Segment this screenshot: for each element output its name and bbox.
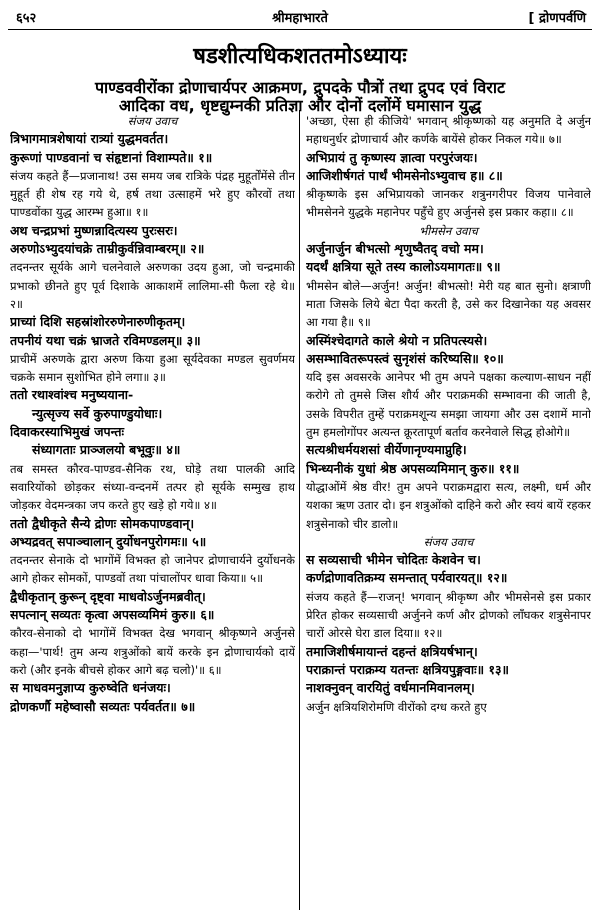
verse-line: अस्मिंश्चेदागते काले श्रेयो न प्रतिपत्स्यसे। — [306, 332, 488, 348]
verse-line: अथ चन्द्रप्रभां मुष्णन्नादित्यस्य पुरःसरः। — [10, 222, 178, 238]
speaker-heading: भीमसेन उवाच — [419, 223, 478, 238]
page-number: ६५२ — [16, 11, 37, 26]
verse-line: अभ्यद्रवत् सपाञ्चालान् दुर्योधनपुरोगमः॥ ५॥ — [10, 533, 207, 549]
translation-paragraph: अर्जुन क्षत्रियशिरोमणि वीरोंको दग्ध करते हुए — [306, 699, 487, 714]
chapter-title: षडशीत्यधिकशततमोऽध्यायः — [193, 44, 407, 69]
verse-line: यदर्थं क्षत्रिया सूते तस्य कालोऽयमागतः॥ ९॥ — [306, 259, 501, 275]
translation-paragraph: श्रीकृष्णके इस अभिप्रायको जानकर शत्रुनगरीपर विजय पानेवाले भीमसेनने युद्धके महानेपर पहुँचे हुए अर्जुनसे इस प्रकार कहा॥ ८॥ — [306, 187, 591, 220]
translation-paragraph: योद्धाओंमें श्रेष्ठ वीर! तुम अपने पराक्रमद्वारा सत्य, लक्ष्मी, धर्म और यशका ऋण उतार दो। इन शत्रुओंको दाहिने करो और स्वयं बायें रहकर शत्रुसेनाको चीर डालो॥ — [306, 479, 591, 531]
translation-paragraph: तब समस्त कौरव-पाण्डव-सैनिक रथ, घोड़े तथा पालकी आदि सवारियोंको छोड़कर संध्या-वन्दनमें तत्पर हो सूर्यके सम्मुख हाथ जोड़कर वेदमन्त्रका जप करते हुए खड़े हो गये॥ ४॥ — [10, 461, 295, 513]
chapter-summary-line-2: आदिका वध, धृष्टद्युम्नकी प्रतिज्ञा और दोनों दलोंमें घमासान युद्ध — [118, 96, 482, 115]
translation-paragraph: कौरव-सेनाको दो भागोंमें विभक्त देख भगवान् श्रीकृष्णने अर्जुनसे कहा—'पार्थ! तुम अन्य शत्रुओंको बायें करके इन द्रोणाचार्यको दायें करो (और इनके बीचसे होकर आगे बढ़ चलो)'॥ ६॥ — [10, 626, 295, 677]
translation-paragraph: तदनन्तर सेनाके दो भागोंमें विभक्त हो जानेपर द्रोणाचार्यने दुर्योधनके आगे होकर सोमकों, पाण्डवों तथा पांचालोंपर धावा किया॥ ५॥ — [10, 553, 295, 586]
verse-line: आजिशीर्षगतं पार्थं भीमसेनोऽभ्युवाच ह॥ ८॥ — [306, 167, 503, 183]
verse-line: ततो द्वैधीकृते सैन्ये द्रोणः सोमकपाण्डवान्। — [10, 515, 195, 531]
verse-line: संध्यागताः प्राञ्जलयो बभूवुः॥ ४॥ — [32, 442, 181, 458]
verse-line: नाशक्नुवन् वारयितुं वर्धमानमिवानलम्। — [306, 680, 475, 696]
running-title: श्रीमहाभारते — [272, 11, 328, 26]
header-rule — [8, 29, 592, 30]
translation-paragraph: तदनन्तर सूर्यके आगे चलनेवाले अरुणका उदय हुआ, जो चन्द्रमाकी प्रभाको छीनते हुए पूर्व दिशाके आकाशमें लालिमा-सी फैला रहे थे॥ २॥ — [10, 260, 295, 311]
chapter-summary-line-1: पाण्डववीरोंका द्रोणाचार्यपर आक्रमण, द्रुपदके पौत्रों तथा द्रुपद एवं विराट — [94, 78, 506, 97]
translation-paragraph: 'अच्छा, ऐसा ही कीजिये' भगवान् श्रीकृष्णको यह अनुमति दे अर्जुन महाधनुर्धर द्रोणाचार्य और कर्णके बायेंसे होकर निकल गये॥ ७॥ — [306, 114, 591, 147]
verse-line: सत्यश्रीधर्मयशसां वीर्येणानृण्यमाप्नुहि। — [306, 442, 467, 458]
page-header — [8, 6, 592, 26]
verse-line: त्रिभागमात्रशेषायां रात्र्यां युद्धमवर्तत। — [10, 131, 169, 147]
verse-line: द्वैधीकृतान् कुरून् दृष्ट्वा माधवोऽर्जुनमब्रवीत्। — [10, 588, 206, 604]
translation-paragraph: प्राचीमें अरुणके द्वारा अरुण किया हुआ सूर्यदेवका मण्डल सुवर्णमय चक्रके समान सुशोभित होने लगा॥ ३॥ — [10, 351, 295, 385]
verse-line: पराक्रान्तं पराक्रम्य यतन्तः क्षत्रियपुङ्गवाः॥ १३॥ — [306, 661, 509, 677]
verse-line: तमाजिशीर्षमायान्तं दहन्तं क्षत्रियर्षभान्। — [306, 643, 478, 659]
verse-line: अरुणोऽभ्युदयांचक्रे ताम्रीकुर्वन्निवाम्बरम्॥ २॥ — [10, 241, 205, 257]
verse-line: अर्जुनार्जुन बीभत्सो शृणुष्वैतद् वचो मम। — [306, 241, 484, 257]
speaker-heading: संजय उवाच — [423, 534, 474, 549]
column-divider — [299, 110, 300, 910]
translation-paragraph: भीमसेन बोले—अर्जुन! अर्जुन! बीभत्सो! मेरी यह बात सुनो। क्षत्राणी माता जिसके लिये बेटा पैदा करती है, उसे कर दिखानेका यह अवसर आ गया है॥ ९॥ — [306, 278, 591, 330]
translation-paragraph: संजय कहते हैं—राजन्! भगवान् श्रीकृष्ण और भीमसेनसे इस प्रकार प्रेरित होकर सव्यसाची अर्जुनने कर्ण और द्रोणको लाँघकर शत्रुसेनापर चारों ओरसे घेरा डाल दिया॥ १२॥ — [306, 589, 591, 641]
verse-line: ततो रथाश्वांश्च मनुष्ययाना- — [10, 387, 134, 403]
translation-paragraph: संजय कहते हैं—प्रजानाथ! उस समय जब रात्रिके पंद्रह मुहूर्तोंमेंसे तीन मुहूर्त ही शेष रह गये थे, हर्ष तथा उत्साहमें भरे हुए कौरवों तथा पाण्डवोंका युद्ध आरम्भ हुआ॥ १॥ — [10, 168, 295, 220]
verse-line: कर्णद्रोणावतिक्रम्य समन्तात् पर्यवारयत्॥ १२॥ — [306, 570, 508, 586]
verse-line: भिन्ध्यनीकं युधां श्रेष्ठ अपसव्यमिमान् कुरु॥ ११॥ — [306, 460, 520, 476]
right-column — [306, 112, 591, 912]
verse-line: दिवाकरस्याभिमुखं जपन्तः — [10, 424, 125, 440]
verse-line: तपनीयं यथा चक्रं भ्राजते रविमण्डलम्॥ ३॥ — [10, 332, 201, 348]
speaker-heading: संजय उवाच — [127, 114, 178, 128]
verse-line: न्युत्सृज्य सर्वे कुरुपाण्डुयोधाः। — [32, 405, 163, 421]
left-column — [10, 112, 295, 912]
verse-line: स सव्यसाची भीमेन चोदितः केशवेन च। — [306, 552, 481, 568]
translation-paragraph: यदि इस अवसरके आनेपर भी तुम अपने पक्षका कल्याण-साधन नहीं करोगे तो तुमसे जिस शौर्य और पराक्रमकी सम्भावना की जाती है, उसके विपरीत तुम्हें पराक्रमशून्य समझा जायगा और उस दशामें मानो तुम हमलोगोंपर अत्यन्त क्रूरतापूर्ण बर्ताव करनेवाले सिद्ध होओगे॥ — [306, 370, 591, 440]
verse-line: प्राच्यां दिशि सहस्रांशोररुणेनारुणीकृतम्। — [10, 314, 186, 330]
verse-line: द्रोणकर्णौ महेष्वासौ सव्यतः पर्यवर्तत॥ ७॥ — [10, 698, 196, 714]
verse-line: सपत्नान् सव्यतः कृत्वा अपसव्यमिमं कुरु॥ ६॥ — [10, 607, 215, 623]
section-name: [ द्रोणपर्वणि — [528, 11, 586, 26]
verse-line: अभिप्रायं तु कृष्णस्य ज्ञात्वा परपुरंजयः। — [306, 149, 478, 165]
verse-line: स माधवमनुज्ञाप्य कुरुष्वेति धनंजयः। — [10, 680, 171, 696]
verse-line: असम्भावितरूपस्त्वं सुनृशंसं करिष्यसि॥ १०॥ — [306, 350, 504, 366]
verse-line: कुरूणां पाण्डवानां च संहृष्टानां विशाम्पते॥ १॥ — [10, 149, 213, 165]
